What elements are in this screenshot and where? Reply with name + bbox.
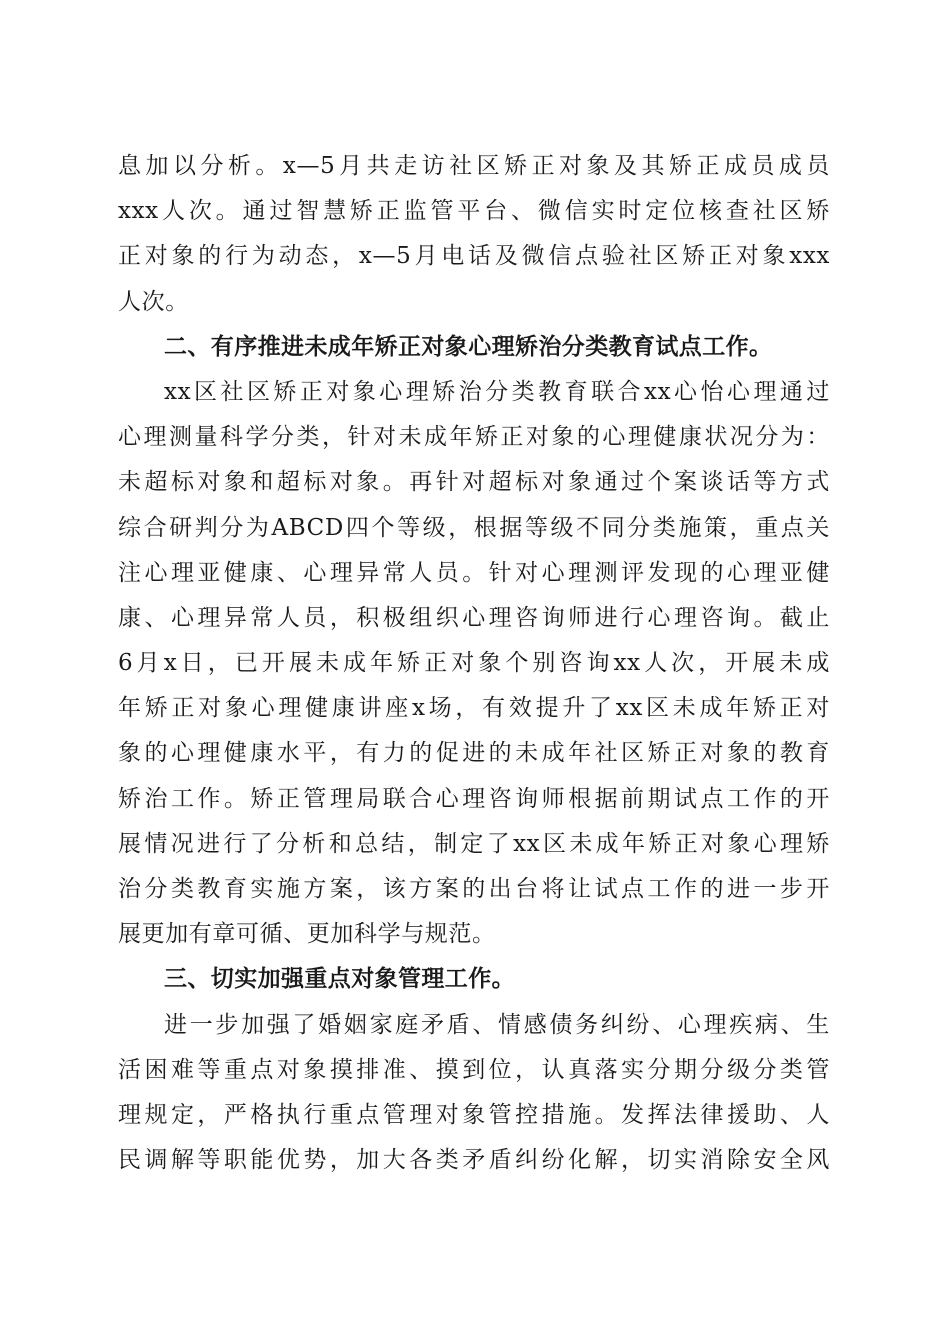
paragraph-line: 进一步加强了婚姻家庭矛盾、情感债务纠纷、心理疾病、生 [164, 1011, 830, 1038]
paragraph-line: 民调解等职能优势，加大各类矛盾纠纷化解，切实消除安全风 [118, 1147, 830, 1174]
paragraph-line: 6月x日，已开展未成年矫正对象个别咨询xx人次，开展未成 [118, 650, 830, 677]
paragraph-line: 注心理亚健康、心理异常人员。针对心理测评发现的心理亚健 [118, 559, 830, 586]
paragraph-line: 矫治工作。矫正管理局联合心理咨询师根据前期试点工作的开 [118, 785, 830, 812]
section-heading-3: 三、切实加强重点对象管理工作。 [164, 966, 515, 993]
paragraph-line: 心理测量科学分类，针对未成年矫正对象的心理健康状况分为： [118, 424, 830, 451]
paragraph-line: 未超标对象和超标对象。再针对超标对象通过个案谈话等方式 [118, 469, 830, 496]
paragraph-line: 象的心理健康水平，有力的促进的未成年社区矫正对象的教育 [118, 740, 830, 767]
paragraph-line: 人次。 [118, 288, 189, 315]
paragraph-line: 息加以分析。x—5月共走访社区矫正对象及其矫正成员成员 [118, 153, 830, 179]
paragraph-line: 康、心理异常人员，积极组织心理咨询师进行心理咨询。截止 [118, 604, 830, 631]
paragraph-line: 展情况进行了分析和总结，制定了xx区未成年矫正对象心理矫 [118, 830, 830, 857]
section-heading-2: 二、有序推进未成年矫正对象心理矫治分类教育试点工作。 [164, 333, 773, 360]
paragraph-line: 年矫正对象心理健康讲座x场，有效提升了xx区未成年矫正对 [118, 695, 830, 722]
document-body [118, 144, 830, 1183]
paragraph-line: 理规定，严格执行重点管理对象管控措施。发挥法律援助、人 [118, 1101, 830, 1128]
paragraph-line: xxx人次。通过智慧矫正监管平台、微信实时定位核查社区矫 [118, 198, 830, 225]
paragraph-line: 正对象的行为动态，x—5月电话及微信点验社区矫正对象xxx [118, 243, 830, 270]
paragraph-line: 活困难等重点对象摸排准、摸到位，认真落实分期分级分类管 [118, 1056, 830, 1083]
paragraph-line: 综合研判分为ABCD四个等级，根据等级不同分类施策，重点关 [118, 514, 830, 541]
paragraph-line: 治分类教育实施方案，该方案的出台将让试点工作的进一步开 [118, 876, 830, 902]
paragraph-line: xx区社区矫正对象心理矫治分类教育联合xx心怡心理通过 [164, 378, 830, 405]
paragraph-line: 展更加有章可循、更加科学与规范。 [118, 921, 496, 948]
